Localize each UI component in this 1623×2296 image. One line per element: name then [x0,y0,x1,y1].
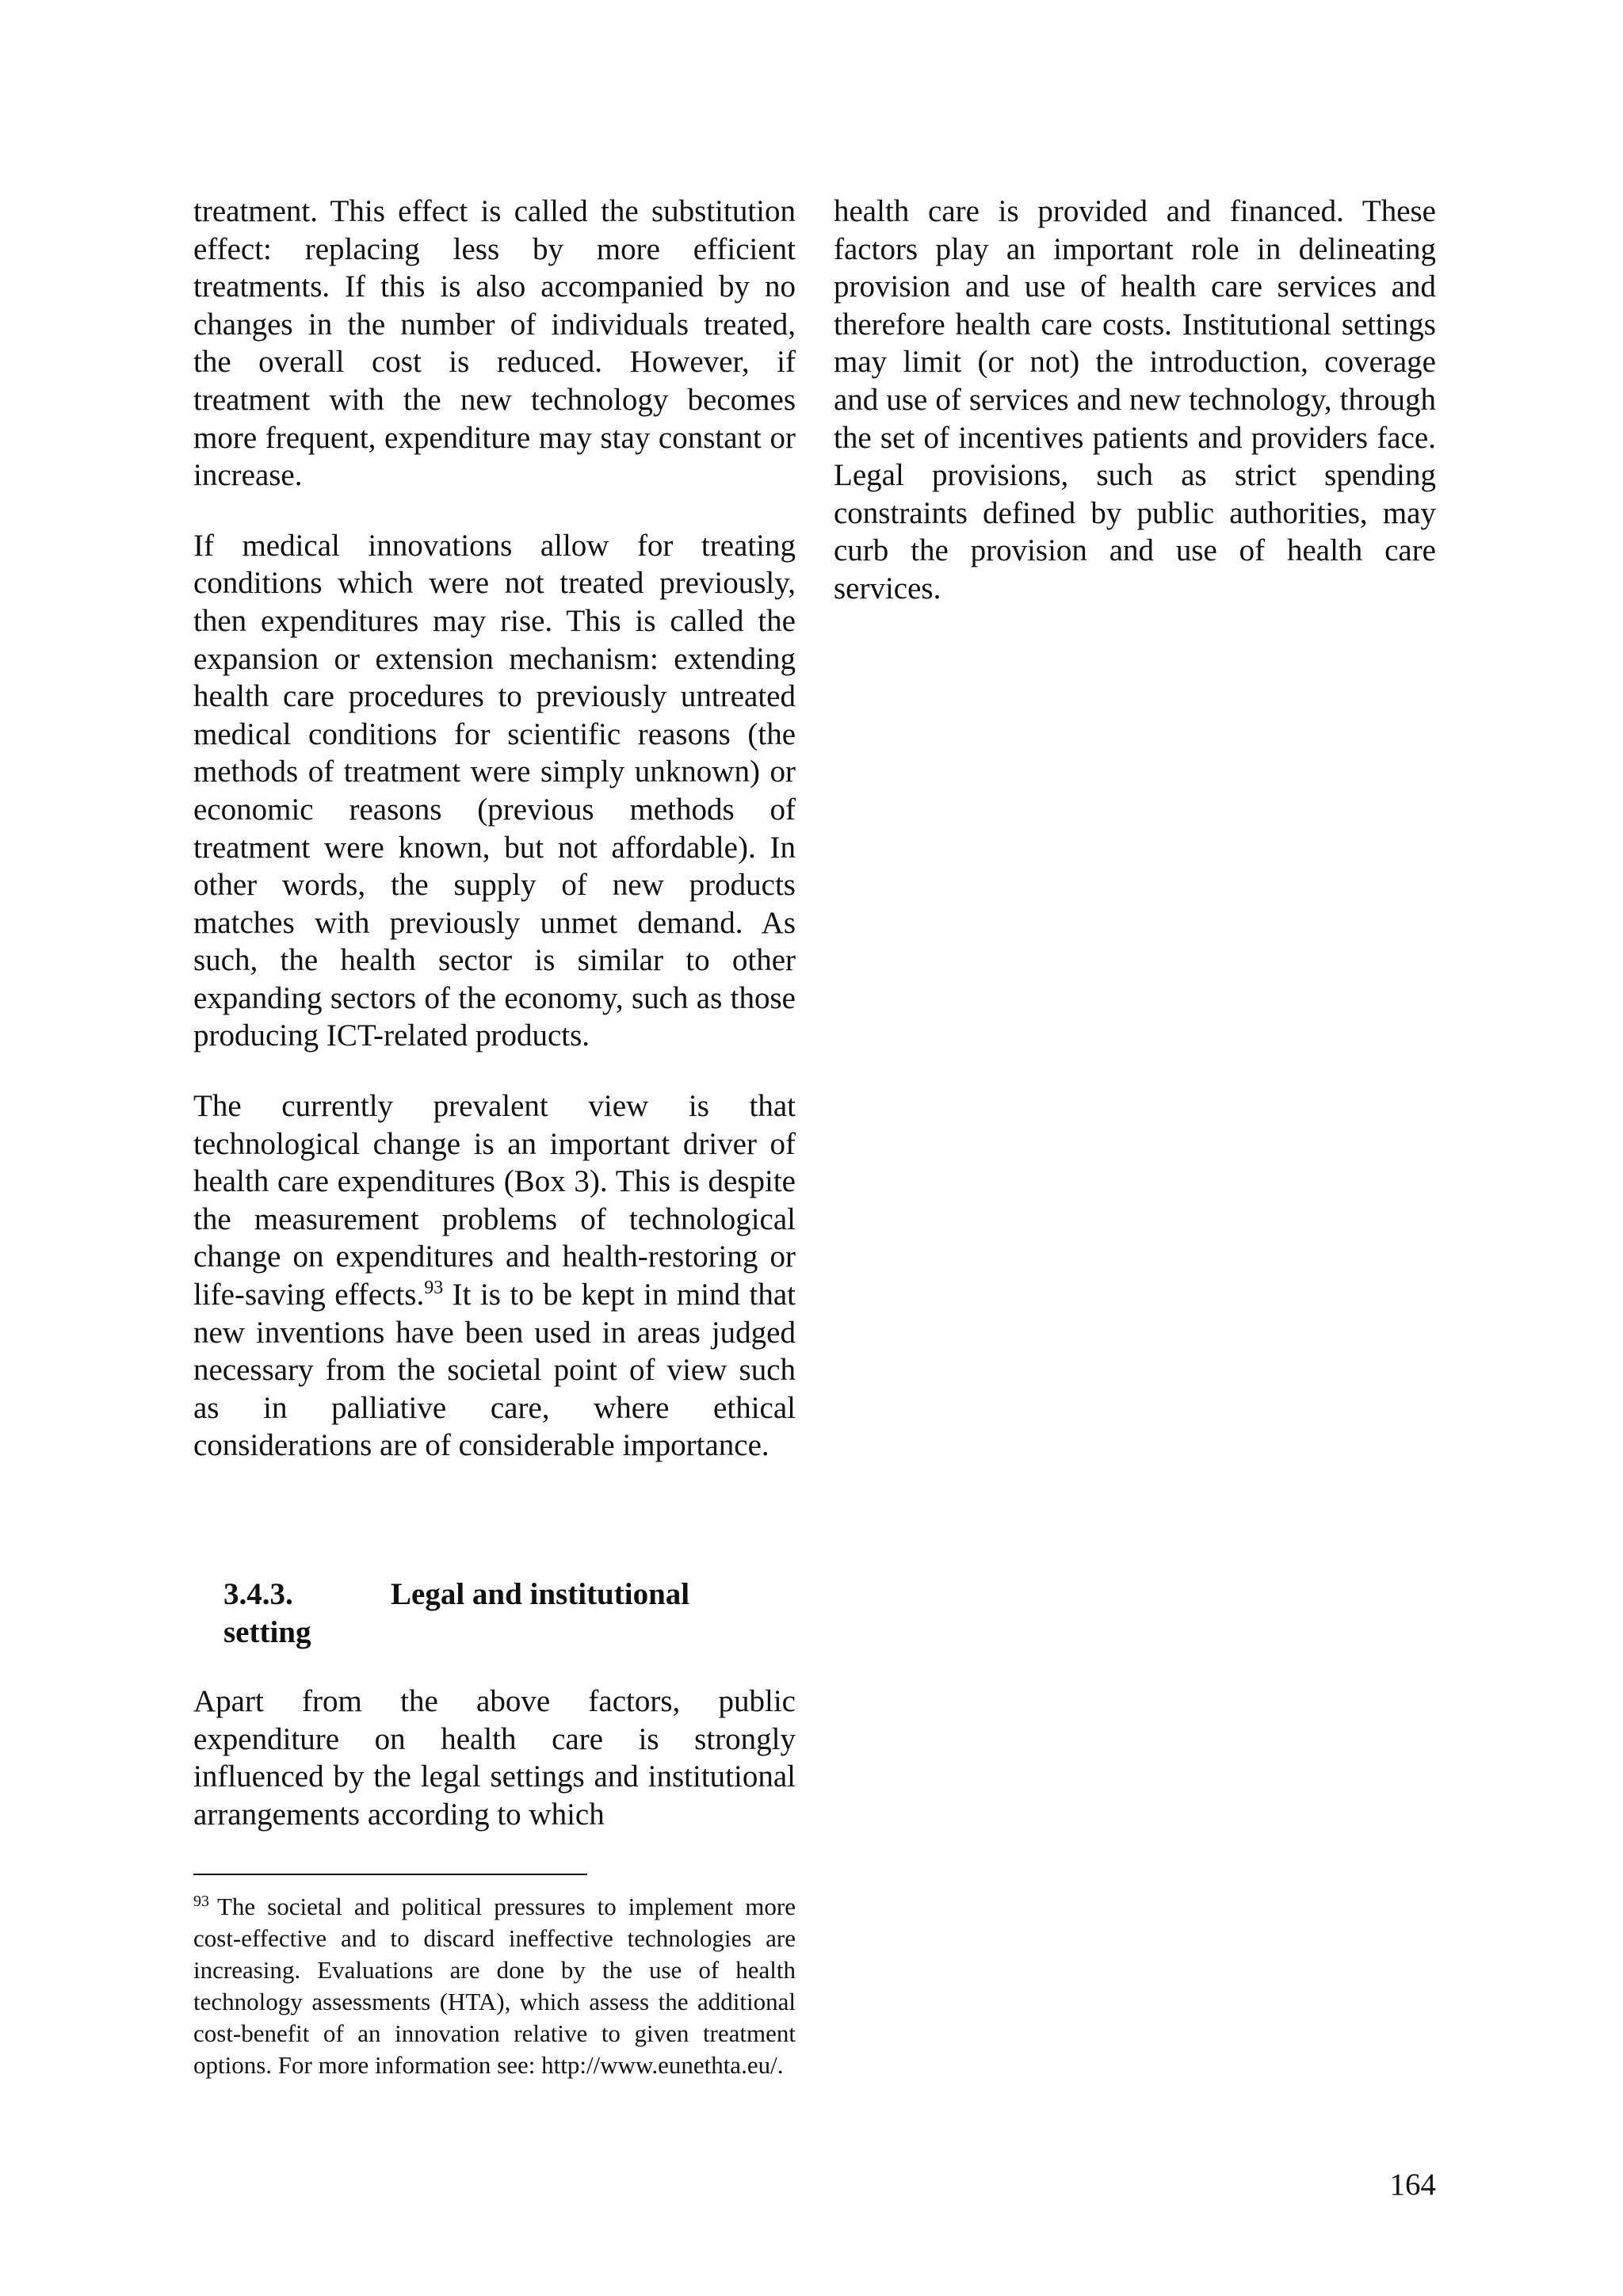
paragraph-institutional-arrangements: health care is provided and financed. These factors play an important role in delineating provision and use of health care services and therefore health care costs. Institutional settings may limit (or not) the introduction, coverage and use of services and new technology, through the set of incentives patients and providers face. Legal provisions, such as strict spending constraints defined by public authorities, may curb the provision and use of health care services. [834,194,1436,606]
paragraph-technological-change [193,1087,796,1465]
section-heading-line [223,1576,778,1614]
section-title: Legal and institutional [391,1577,690,1611]
paragraph-legal-settings: Apart from the above factors, public expenditure on health care is strongly influenced by the legal settings and institutional arrangements according to which [193,1684,796,1832]
footnote-text: The societal and political pressures to implement more cost-effective and to discard ineffective technologies are increasing. Evaluations are done by the use of health technology assessments (HTA), which assess the additional cost-benefit of an innovation relative to given treatment options. For more information see: http://www.eunethta.eu/. [193,1893,796,2079]
footnote-mark: 93 [193,1892,209,1910]
section-title-continued: setting [223,1615,311,1649]
section-number: 3.4.3. [223,1577,293,1611]
paragraph-text-part: It is to be kept in mind that new inventions have been used in areas judged necessary from the societal point of view such as in palliative care, where ethical considerations are of considerable importance. [193,1278,796,1463]
footnote [193,1891,796,2081]
paragraph-text-part: The currently prevalent view is that technological change is an important driver of health care expenditures (Box 3). This is despite the measurement problems of technological change on expenditures and health-restoring or life-saving effects. [193,1089,796,1312]
right-column [834,193,1436,640]
footnote-reference[interactable]: 93 [424,1278,444,1299]
left-column-continued [193,1683,796,1833]
paragraph-substitution-effect: treatment. This effect is called the substitution effect: replacing less by more efficient treatments. If this is also accompanied by no changes in the number of individuals treated, the overall cost is reduced. However, if treatment with the new technology becomes more frequent, expenditure may stay constant or increase. [193,194,796,493]
footnote-separator [193,1874,587,1875]
left-column [193,193,796,1497]
section-heading [223,1576,778,1652]
page-number: 164 [1389,2168,1436,2202]
paragraph-expansion-mechanism: If medical innovations allow for treating conditions which were not treated previously, then expenditures may rise. This is called the expansion or extension mechanism: extending health care procedures to previously untreated medical conditions for scientific reasons (the methods of treatment were simply unknown) or economic reasons (previous methods of treatment were known, but not affordable). In other words, the supply of new products matches with previously unmet demand. As such, the health sector is similar to other expanding sectors of the economy, such as those producing ICT-related products. [193,528,796,1053]
